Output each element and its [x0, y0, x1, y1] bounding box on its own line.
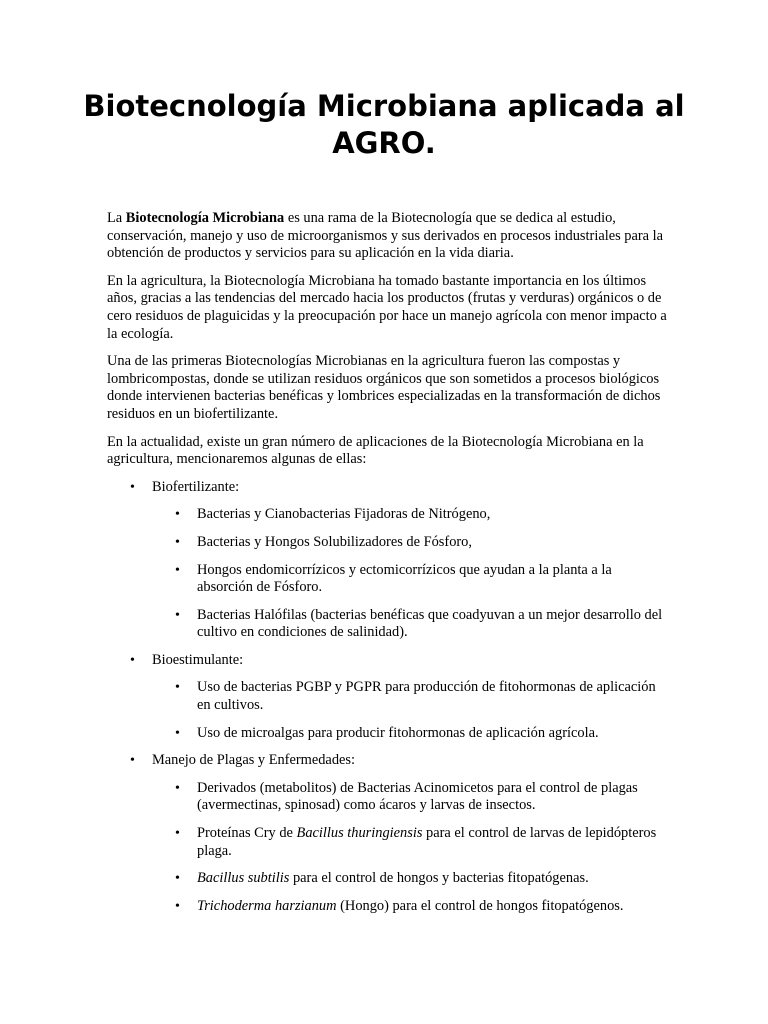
sublist-item: • Derivados (metabolitos) de Bacterias Acinomicetos para el control de plagas (avermectinas, spinosad) como ácaros y larvas de insectos. [107, 780, 667, 815]
document-title: Biotecnología Microbiana aplicada al AGRO. [83, 89, 685, 160]
species-name: Bacillus subtilis [197, 870, 290, 887]
list-item-bioestimulante: • Bioestimulante: [107, 652, 667, 670]
sublist-item: • Uso de microalgas para producir fitohormonas de aplicación agrícola. [107, 725, 667, 743]
sublist-item: • Bacterias y Cianobacterias Fijadoras de Nitrógeno, [107, 506, 667, 524]
sublist-item: • Hongos endomicorrízicos y ectomicorrízicos que ayudan a la planta a la absorción de Fósforo. [107, 562, 667, 597]
species-name: Trichoderma harzianum [197, 897, 337, 914]
sublist-item [107, 825, 667, 860]
paragraph-agriculture: En la agricultura, la Biotecnología Microbiana ha tomado bastante importancia en los últimos años, gracias a las tendencias del mercado hacia los productos (frutas y verduras) orgánicos o de cero residuos de plaguicidas y la preocupación por hace un manejo agrícola con menor impacto a la ecología. [107, 272, 667, 342]
sublist-item [107, 870, 667, 888]
item-text: Proteínas Cry de [197, 825, 297, 842]
item-text: (Hongo) para el control de hongos fitopatógenos. [336, 897, 624, 914]
sublist-item: • Bacterias y Hongos Solubilizadores de Fósforo, [107, 534, 667, 552]
intro-post: es una rama de la Biotecnología que se dedica al estudio, conservación, manejo y uso de microorganismos y sus derivados en procesos industriales para la obtención de productos y servicios para su aplicación en la vida diaria. [107, 210, 664, 262]
intro-pre: La [107, 210, 126, 226]
paragraph-applications: En la actualidad, existe un gran número de aplicaciones de la Biotecnología Microbiana en la agricultura, mencionaremos algunas de ellas: [107, 433, 644, 468]
item-text: para el control de hongos y bacterias fitopatógenas. [289, 870, 589, 887]
species-name: Bacillus thuringiensis [296, 825, 423, 842]
sublist-item [107, 898, 667, 916]
paragraph-compost: Una de las primeras Biotecnologías Microbianas en la agricultura fueron las compostas y lombricompostas, donde se utilizan residuos orgánicos que son sometidos a procesos biológicos donde intervienen bacterias benéficas y lombrices especializadas en la transformación de dichos residuos en un biofertilizante. [107, 353, 661, 422]
list-item-biofertilizante: • Biofertilizante: [107, 479, 667, 497]
document-body [107, 210, 667, 925]
sublist-item: • Bacterias Halófilas (bacterias benéficas que coadyuvan a un mejor desarrollo del cultivo en condiciones de salinidad). [107, 607, 667, 642]
list-item-plagas: • Manejo de Plagas y Enfermedades: [107, 752, 667, 770]
sublist-item: • Uso de bacterias PGBP y PGPR para producción de fitohormonas de aplicación en cultivos. [107, 679, 667, 714]
paragraph-intro [107, 210, 667, 263]
applications-list [107, 479, 667, 916]
item-text: para el control de larvas de lepidópteros plaga. [197, 825, 657, 859]
intro-bold-term: Biotecnología Microbiana [125, 210, 285, 226]
